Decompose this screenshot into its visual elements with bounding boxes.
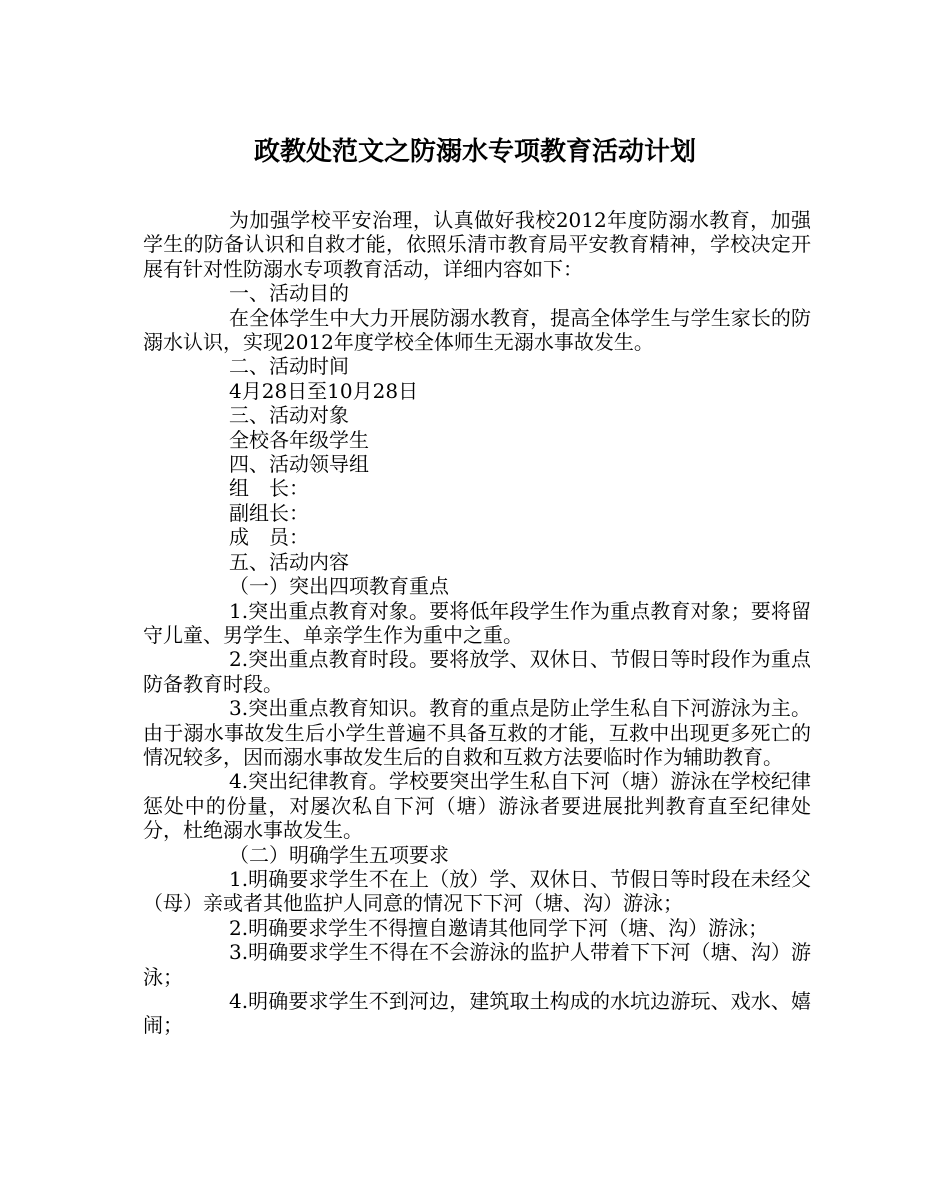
paragraph: 二、活动时间 bbox=[229, 354, 349, 379]
paragraph: 4.突出纪律教育。学校要突出学生私自下河（塘）游泳在学校纪律惩处中的份量，对屡次私自下河（塘）游泳者要进展批判教育直至纪律处分，杜绝溺水事故发生。 bbox=[143, 769, 811, 843]
paragraph: 四、活动领导组 bbox=[229, 452, 369, 477]
document-body bbox=[143, 208, 811, 1038]
paragraph: 五、活动内容 bbox=[229, 549, 349, 574]
paragraph: 副组长： bbox=[229, 500, 309, 525]
paragraph: 三、活动对象 bbox=[229, 403, 349, 428]
paragraph: 4月28日至10月28日 bbox=[229, 378, 419, 403]
paragraph: 4.明确要求学生不到河边，建筑取土构成的水坑边游玩、戏水、嬉闹； bbox=[143, 989, 811, 1038]
paragraph: 3.突出重点教育知识。教育的重点是防止学生私自下河游泳为主。由于溺水事故发生后小学生普遍不具备互救的才能，互救中出现更多死亡的情况较多，因而溺水事故发生后的自救和互救方法要临时作为辅助教育。 bbox=[143, 696, 811, 769]
paragraph: 2.突出重点教育时段。要将放学、双休日、节假日等时段作为重点防备教育时段。 bbox=[143, 647, 811, 696]
paragraph: 3.明确要求学生不得在不会游泳的监护人带着下下河（塘、沟）游泳； bbox=[143, 940, 811, 989]
paragraph: 全校各年级学生 bbox=[229, 427, 369, 452]
paragraph: 2.明确要求学生不得擅自邀请其他同学下河（塘、沟）游泳； bbox=[229, 915, 769, 940]
paragraph: 1.明确要求学生不在上（放）学、双休日、节假日等时段在未经父（母）亲或者其他监护人同意的情况下下河（塘、沟）游泳； bbox=[143, 866, 811, 916]
paragraph: 组 长： bbox=[229, 476, 309, 501]
paragraph: 一、活动目的 bbox=[229, 281, 349, 306]
paragraph: 成 员： bbox=[229, 525, 309, 550]
document-title: 政教处范文之防溺水专项教育活动计划 bbox=[253, 137, 696, 167]
paragraph: （二）明确学生五项要求 bbox=[229, 842, 449, 867]
paragraph: 在全体学生中大力开展防溺水教育，提高全体学生与学生家长的防溺水认识，实现2012年度学校全体师生无溺水事故发生。 bbox=[143, 305, 811, 355]
paragraph: 1.突出重点教育对象。要将低年段学生作为重点教育对象；要将留守儿童、男学生、单亲学生作为重中之重。 bbox=[143, 598, 811, 647]
paragraph: （一）突出四项教育重点 bbox=[229, 574, 449, 599]
paragraph: 为加强学校平安治理，认真做好我校2012年度防溺水教育，加强学生的防备认识和自救才能，依照乐清市教育局平安教育精神，学校决定开展有针对性防溺水专项教育活动，详细内容如下： bbox=[143, 208, 811, 281]
